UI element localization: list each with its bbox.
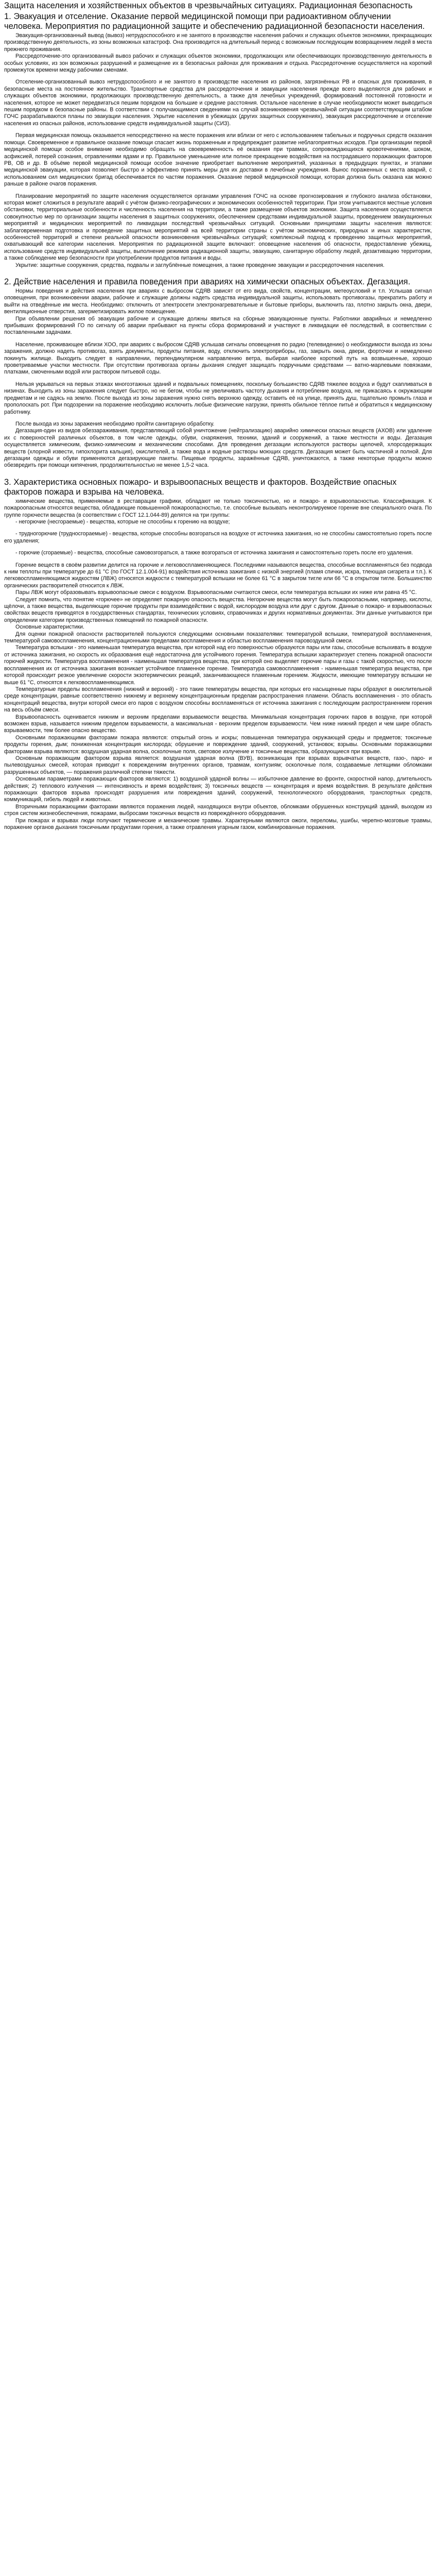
paragraph: Укрытие: защитные сооружения, средства, подвалы и заглублённые помещения, а также проведение эвакуации и рассредоточения населения. xyxy=(15,262,385,268)
document-section-3 xyxy=(4,478,432,832)
paragraph: Первая медицинская помощь оказывается непосредственно на месте поражения или вблизи от него с использованием табельных и подручных средств оказания помощи. Своевременное и правильное оказание помощи спасает жизнь пораженным и предупреждает развитие неблагоприятных исходов. При организации первой медицинской помощи особое внимание необходимо обращать на своевременность её оказания при травмах, сопровождающихся кровотечениями, шоком, асфиксией, потерей сознания, отравлениями ядами и пр. Правильное уменьшение или полное прекращение воздействия на пострадавшего поражающих факторов РВ, ОВ и др. В объёме первой медицинской помощи особое значение приобретает выполнение мероприятий, указанных в предыдущих пунктах, и этапами медицинской эвакуации, которая позволяет быстро и эффективно принять меры для их доставки в лечебные учреждения. Вынос пораженных с места аварий, с использованием сил медицинских бригад обеспечивается по частям поражения. Оказание первой медицинской помощи, которая должна быть оказана как можно раньше в районе очагов поражения. xyxy=(4,132,432,188)
paragraph: Основными параметрами поражающих факторов являются: 1) воздушной ударной волны — избыточное давление во фронте, скоростной напор, длительность действия; 2) теплового излучения — интенсивность и время воздействия; 3) токсичных веществ — концентрация и время воздействия. В результате действия поражающих факторов взрыва происходят разрушения или повреждения зданий, сооружений, технологического оборудования, транспортных средств, коммуникаций, гибель людей и животных. xyxy=(4,776,432,803)
section-subheading: 1. Эвакуация и отселение. Оказание первой медицинской помощи при радиоактивном облучении человека. Мероприятия по радиационной защите и обеспечению радиационной безопасности населения. xyxy=(4,12,425,31)
paragraph: Рассредоточение-это организованный вывоз рабочих и служащих объектов экономики, продолжающих или обеспечивающих производственную деятельность в особых условиях, из зон возможных разрушений и размещение их в безопасных районах для проживания и отдыха. Рассредоточение осуществляется на короткий промежуток времени между рабочими сменами. xyxy=(4,53,432,74)
paragraph: Температура вспышки - это наименьшая температура вещества, при которой над его поверхностью образуются пары или газы, способные вспыхивать в воздухе от источника зажигания, но скорость их образования ещё недостаточна для устойчивого горения. Температура вспышки характеризует степень пожарной опасности горючей жидкости. Температура воспламенения - наименьшая температура вещества, при которой оно выделяет горючие пары и газы с такой скоростью, что после воспламенения их от источника зажигания возникает устойчивое пламенное горение. Температура самовоспламенения - наименьшая температура вещества, при которой происходит резкое увеличение скорости экзотермических реакций, заканчивающееся пламенным горением. Жидкости, имеющие температуру вспышки не выше 61 °С, относятся к легковоспламеняющимся. xyxy=(4,645,432,686)
paragraph: Население, проживающее вблизи ХОО, при авариях с выбросом СДЯВ услышав сигналы оповещения по радио (телевидению) о необходимости выхода из зоны заражения, должно надеть противогаз, взять документы, продукты питания, воду, отключить электроприборы, газ, закрыть окна, двери, форточки и немедленно покинуть жилище. Выходить следует в направлении, перпендикулярном направлению ветра, выбирая наиболее короткий путь на возвышенные, хорошо проветриваемые участки местности. При отсутствии противогаза органы дыхания следует защищать подручными средствами — ватно-марлевыми повязками, платками, смоченными водой или раствором питьевой соды. xyxy=(4,341,432,376)
paragraph: Основным поражающим фактором взрыва является: воздушная ударная волна (ВУВ), возникающая при взрывах взрывчатых веществ, газо-, паро- и пылевоздушных смесей, которая приводит к повреждениям внутренних органов, травмам, контузиям; осколочные поля, создаваемые летящими обломками разрушенных объектов, — поражения различной степени тяжести. xyxy=(4,755,432,775)
paragraph: Основные характеристики. xyxy=(15,624,84,631)
paragraph: Эвакуация-организованный вывод (вывоз) нетрудоспособного и не занятого в производстве населения рабочих и служащих объектов экономики, прекращающих производственную деятельность, из зоны возможных катастроф. Она производится на длительный период с возможным последующим возвращением людей в места прежнего проживания. xyxy=(4,32,432,53)
document-section-2 xyxy=(4,277,432,469)
paragraph: Вторичными поражающими факторами являются поражения людей, находящихся внутри объектов, обломками обрушенных конструкций зданий, выходом из строя систем жизнеобеспечения, пожарами, выбросами токсичных веществ из повреждённого оборудования. xyxy=(4,803,432,817)
section-heading: Защита населения и хозяйственных объектов в чрезвычайных ситуациях. Радиационная безопасность xyxy=(4,1,413,10)
paragraph: Планирование мероприятий по защите населения осуществляется органами управления ГОЧС на основе прогнозирования и глубокого анализа обстановки, которая может сложиться в результате аварий с учётом физико-географических и экономических особенностей территории. При этом учитываются местные условия обстановки, территориальные особенности и численность населения на территории, а также размещение объектов экономики. Защита населения осуществляется совокупностью мер по организации защиты населения в защитных сооружениях, обеспечением средствами индивидуальной защиты, проведением эвакуационных мероприятий и медицинских мероприятий по ликвидации последствий чрезвычайных ситуаций. Основными принципами защиты населения являются: заблаговременная подготовка и проведение защитных мероприятий на всей территории страны с учётом экономических, природных и иных характеристик, особенностей территорий и степени реальной опасности возникновения чрезвычайных ситуаций; комплексный подход к проведению защитных мероприятий, охватывающий все категории населения. Мероприятия по радиационной защите включают: оповещение населения об опасности, предоставление убежищ, использование средств индивидуальной защиты, выполнение режимов радиационной защиты, эвакуацию, санитарную обработку людей, дезактивацию территории, а также соблюдение мер безопасности при употреблении продуктов питания и воды. xyxy=(4,193,432,262)
paragraph: Пары ЛВЖ могут образовывать взрывоопасные смеси с воздухом. Взрывоопасными считаются смеси, если температура вспышки их ниже или равна 45 °С. xyxy=(15,589,417,596)
paragraph: При объявлении решения об эвакуации рабочие и служащие должны явиться на сборные эвакуационные пункты. Работники аварийных и немедленно прибывших формирований ГО по сигналу об аварии прибывают на пункты сбора формирований и участвуют в ликвидации её последствий, в соответствии с поставленными задачами. xyxy=(4,315,432,336)
paragraph: Основными поражающими факторами пожара являются: открытый огонь и искры; повышенная температура окружающей среды и предметов; токсичные продукты горения, дым; пониженная концентрация кислорода; обрушение и повреждение зданий, сооружений, установок; взрывы. Основными поражающими факторами взрыва являются: воздушная ударная волна, осколочные поля, световое излучение и токсичные вещества, образующиеся при взрыве. xyxy=(4,734,432,755)
paragraph: - трудногорючие (трудносгораемые) - вещества, которые способны возгораться на воздухе от источника зажигания, но не способны самостоятельно гореть после его удаления; xyxy=(4,531,432,544)
paragraph: Для оценки пожарной опасности растворителей пользуются следующими основными показателями: температурой вспышки, температурой воспламенения, температурой самовоспламенения, концентрационными пределами воспламенения и областью воспламенения паровоздушной смеси. xyxy=(4,631,432,645)
paragraph: химические вещества, применяемые в реставрации графики, обладают не только токсичностью, но и пожаро- и взрывоопасностью. Классификация. К пожароопасным относятся вещества, обладающие повышенной пожароопасностью, т.е. способные вызывать неконтролируемое горение вне специального очага. По группе горючести вещества (в соответствии с ГОСТ 12.1.044-89) делятся на три группы: xyxy=(4,498,432,518)
paragraph: При пожарах и взрывах люди получают термические и механические травмы. Характерными являются ожоги, переломы, ушибы, черепно-мозговые травмы, поражение органов дыхания токсичными продуктами горения, а также отравления угарным газом, комбинированные поражения. xyxy=(4,817,432,831)
paragraph: Дегазация-один из видов обеззараживания, представляющий собой уничтожение (нейтрализацию) аварийно химически опасных веществ (АХОВ) или удаление их с поверхностей различных объектов, в том числе одежды, обуви, снаряжения, техники, зданий и сооружений, а также местности и воды. Дегазация осуществляется химическим, физико-химическим и механическим способами. Для проведения дегазации используются растворы щелочей, хлорсодержащих веществ (хлорной извести, гипохлорита кальция), окислителей, а также вода и водные растворы моющих средств. Дегазация может быть частичной и полной. Для дегазации одежды и обуви применяются дегазирующие пакеты. Пищевые продукты, заражённые СДЯВ, уничтожаются, а также некоторые продукты можно обезвредить при помощи кипячения, продолжительностью не менее 1,5-2 часа. xyxy=(4,428,432,469)
paragraph: После выхода из зоны заражения необходимо пройти санитарную обработку. xyxy=(15,420,215,427)
paragraph: Нельзя укрываться на первых этажах многоэтажных зданий и подвальных помещениях, поскольку большинство СДЯВ тяжелее воздуха и будут скапливаться в низинах. Выходить из зоны заражения следует быстро, но не бегом, чтобы не увеличивать частоту дыхания и потребление воздуха, не прикасаясь к окружающим предметам и не садясь на землю. После выхода из зоны заражения нужно снять верхнюю одежду, оставить её на улице, принять душ, тщательно промыть глаза и прополоскать рот. При подозрении на поражение необходимо исключить любые физические нагрузки, принять обильное тёплое питьё и обратиться к медицинскому работнику. xyxy=(4,381,432,415)
section-heading: 3. Характеристика основных пожаро- и взрывоопасных веществ и факторов. Воздействие опасных факторов пожара и взрыва на человека. xyxy=(4,477,397,497)
section-body xyxy=(4,32,432,269)
document xyxy=(0,0,436,841)
paragraph: Взрывоопасность оценивается нижним и верхним пределами взрываемости вещества. Минимальная концентрация горючих паров в воздухе, при которой возможен взрыв, называется нижним пределом взрываемости, а максимальная - верхним пределом взрываемости. Чем ниже нижний предел и чем шире область взрываемости, тем более опасно вещество. xyxy=(4,714,432,734)
section-heading: 2. Действие населения и правила поведения при авариях на химически опасных объектах. Дегазация. xyxy=(4,277,411,286)
document-section-1 xyxy=(4,1,432,269)
paragraph: - горючие (сгораемые) - вещества, способные самовозгораться, а также возгораться от источника зажигания и самостоятельно гореть после его удаления. xyxy=(15,550,413,556)
paragraph: Отселение-организованный вывоз нетрудоспособного и не занятого в производстве населения из районов, загрязнённых РВ и опасных для проживания, в безопасные места на постоянное жительство. Транспортные средства для рассредоточения и эвакуации населения прежде всего выделяются для рабочих и служащих объектов экономики, продолжающих производственную деятельность, а также для лечебных учреждений, формирований постоянной готовности и населения, которое не может передвигаться пешим порядком на большие и средние расстояния. Остальное население в случае необходимости может выводиться пешим порядком в безопасные районы. В соответствии с получающимися сведениями на случай возникновения чрезвычайной ситуации соответствующим штабом ГОЧС разрабатываются планы по эвакуации населения. Укрытие населения в убежищах (других защитных сооружениях), эвакуация рассредоточение и отселение населения из опасных районов, использование средств индивидуальной защиты (СИЗ). xyxy=(4,79,432,127)
paragraph: - негорючие (несгораемые) - вещества, которые не способны к горению на воздухе; xyxy=(15,518,230,525)
paragraph: Следует помнить, что понятие «горючее» не определяет пожарную опасность вещества. Негорючие вещества могут быть пожароопасными, например, кислоты, щёлочи, а также вещества, выделяющие горючие продукты при взаимодействии с водой, кислородом воздуха или друг с другом. Данные о пожаро- и взрывоопасных свойствах веществ приводятся в государственных стандартах, технических условиях, справочниках и других нормативных документах. Эти данные учитываются при определении категории производственных помещений по пожарной опасности. xyxy=(4,596,432,623)
paragraph: Горение веществ в своём развитии делится на горючие и легковоспламеняющиеся. Последними называются вещества, способные воспламеняться без подвода к ним теплоты при температуре до 61 °С (по ГОСТ 12.1.004-91) воздействия источника зажигания с низкой энергией (пламя спички, искра, тлеющая сигарета и т.п.). К легковоспламеняющимся жидкостям (ЛВЖ) относятся жидкости с температурой вспышки не более 61 °С в закрытом тигле или 66 °С в открытом тигле. Большинство органических растворителей относится к ЛВЖ. xyxy=(4,562,432,589)
section-body xyxy=(4,288,432,469)
paragraph: Нормы поведения и действия населения при авариях с выбросом СДЯВ зависят от его вида, свойств, концентрации, метеоусловий и т.п. Услышав сигнал оповещения, при возникновении аварии, рабочие и служащие должны надеть средства индивидуальной защиты, использовать противогазы, прекратить работу и выйти на отведённые им места. Необходимо: отключить от электросети электронагревательные и бытовые приборы, выключить газ, плотно закрыть окна, двери, вентиляционные отверстия, загерметизировать жилое помещение. xyxy=(4,288,432,315)
paragraph: Температурные пределы воспламенения (нижний и верхний) - это такие температуры вещества, при которых его насыщенные пары образуют в окислительной среде концентрации, равные соответственно нижнему и верхнему концентрационным пределам распространения пламени. Область воспламенения - это область концентраций вещества, внутри которой смеси его паров с воздухом способны воспламеняться от источника зажигания с последующим распространением горения на весь объём смеси. xyxy=(4,686,432,714)
section-body xyxy=(4,498,432,832)
